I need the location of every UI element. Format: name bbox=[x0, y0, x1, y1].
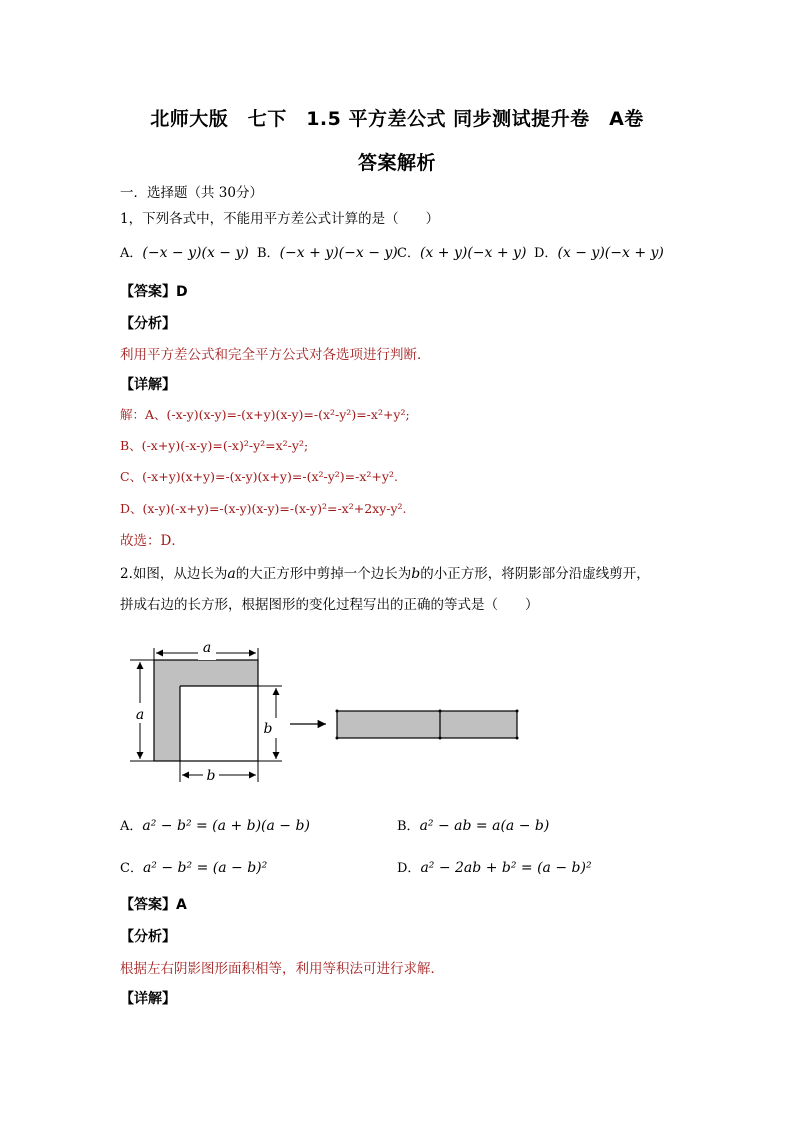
q2-option-c bbox=[120, 857, 267, 876]
q1-analysis: 利用平方差公式和完全平方公式对各选项进行判断． bbox=[120, 347, 431, 363]
q2-option-c-expr: a² − b² = (a − b)² bbox=[142, 860, 268, 876]
q2-answer: 【答案】A bbox=[120, 897, 187, 913]
q2-stem-var-b: b bbox=[411, 566, 421, 582]
q1-detail-line-a: 解：A、(-x-y)(x-y)=-(x+y)(x-y)=-(x²-y²)=-x²+y²; bbox=[120, 407, 410, 422]
q1-detail-tag: 【详解】 bbox=[120, 377, 176, 393]
q2-stem-var-a: a bbox=[227, 566, 236, 582]
q1-detail-line-b: B、(-x+y)(-x-y)=(-x)²-y²=x²-y²; bbox=[120, 438, 309, 453]
page-title: 北师大版 七下 1.5 平方差公式 同步测试提升卷 A卷 bbox=[150, 108, 644, 130]
shaded-left-strip bbox=[154, 660, 180, 761]
q2-analysis-tag: 【分析】 bbox=[120, 929, 176, 945]
q1-answer: 【答案】D bbox=[120, 284, 188, 300]
q1-option-d-label: D． bbox=[534, 246, 558, 261]
q1-option-b-expr: (−x + y)(−x − y) bbox=[279, 245, 398, 261]
q1-option-c bbox=[397, 242, 526, 261]
label-b-right: b bbox=[263, 721, 273, 737]
label-a-top: a bbox=[202, 640, 212, 656]
q1-stem: 1，下列各式中，不能用平方差公式计算的是（ ） bbox=[120, 211, 440, 227]
q2-option-c-label: C． bbox=[120, 861, 143, 876]
q2-stem-part1: 2.如图，从边长为 bbox=[120, 566, 228, 582]
section-heading: 一．选择题（共 30分） bbox=[120, 185, 263, 201]
q2-figure bbox=[120, 632, 530, 787]
q1-conclusion: 故选：D． bbox=[120, 533, 185, 549]
q1-option-b-label: B． bbox=[257, 246, 280, 261]
q2-option-a-expr: a² − b² = (a + b)(a − b) bbox=[142, 818, 310, 834]
q1-option-c-label: C． bbox=[397, 246, 420, 261]
q1-option-a-expr: (−x − y)(x − y) bbox=[142, 245, 249, 261]
q1-detail-line-c: C、(-x+y)(x+y)=-(x-y)(x+y)=-(x²-y²)=-x²+y². bbox=[120, 469, 398, 484]
q2-option-b-expr: a² − ab = a(a − b) bbox=[419, 818, 550, 834]
q2-option-b bbox=[397, 815, 549, 834]
shaded-top-strip bbox=[180, 660, 258, 686]
q1-detail-line-d: D、(x-y)(-x+y)=-(x-y)(x-y)=-(x-y)²=-x²+2xy-y². bbox=[120, 501, 407, 516]
q1-option-a-label: A． bbox=[120, 246, 143, 261]
q2-stem-part2: 的大正方形中剪掉一个边长为 bbox=[235, 566, 412, 582]
q1-option-a bbox=[120, 242, 249, 261]
q2-option-d-label: D． bbox=[397, 861, 421, 876]
q1-analysis-tag: 【分析】 bbox=[120, 316, 176, 332]
q1-option-d-expr: (x − y)(−x + y) bbox=[557, 245, 664, 261]
q2-stem-part3: 的小正方形，将阴影部分沿虚线剪开， bbox=[420, 566, 650, 582]
q2-stem-line1 bbox=[120, 562, 650, 582]
q2-option-d bbox=[397, 857, 592, 876]
result-rectangle bbox=[337, 711, 517, 738]
q2-option-a-label: A． bbox=[120, 819, 143, 834]
label-b-bottom: b bbox=[206, 768, 216, 784]
q1-option-b bbox=[257, 242, 398, 261]
q2-option-d-expr: a² − 2ab + b² = (a − b)² bbox=[420, 860, 592, 876]
q2-option-a bbox=[120, 815, 310, 834]
q1-option-d bbox=[534, 242, 664, 261]
q2-analysis: 根据左右阴影图形面积相等，利用等积法可进行求解． bbox=[120, 961, 444, 977]
q2-stem-line2: 拼成右边的长方形，根据图形的变化过程写出的正确的等式是（ ） bbox=[120, 597, 539, 613]
q2-detail-tag: 【详解】 bbox=[120, 991, 176, 1007]
q2-option-b-label: B． bbox=[397, 819, 420, 834]
page-subtitle: 答案解析 bbox=[357, 152, 436, 174]
q1-option-c-expr: (x + y)(−x + y) bbox=[419, 245, 527, 261]
label-a-left: a bbox=[135, 707, 145, 723]
